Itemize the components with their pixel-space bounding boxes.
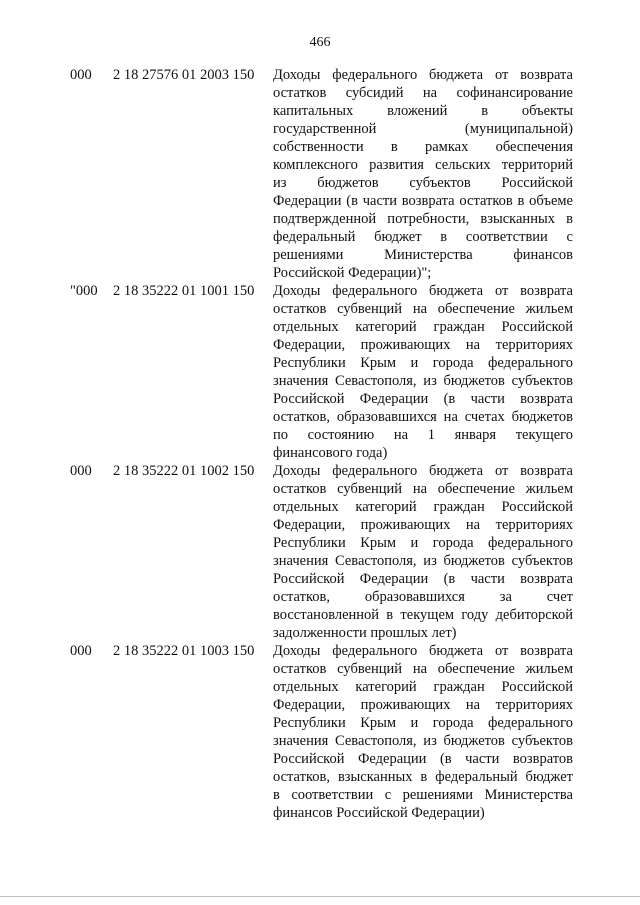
admin-code: 000 — [70, 643, 92, 659]
description-line: капитальных вложений в объекты — [273, 103, 573, 119]
description-line: по состоянию на 1 января текущего — [273, 427, 573, 443]
description-line: из бюджетов субъектов Российской — [273, 175, 573, 191]
revenue-description — [273, 66, 573, 282]
description-line: собственности в рамках обеспечения — [273, 139, 573, 155]
description-line: Федерации, проживающих на территориях — [273, 517, 573, 533]
description-line: в соответствии с решениями Министерства — [273, 787, 573, 803]
description-line: Доходы федерального бюджета от возврата — [273, 643, 573, 659]
page-number: 466 — [309, 35, 331, 50]
description-line: остатков субвенций на обеспечение жильем — [273, 661, 573, 677]
description-line: Республики Крым и города федерального — [273, 715, 573, 731]
description-line: Федерации (в части возврата остатков в объеме — [273, 193, 573, 209]
revenue-classification-code: 2 18 35222 01 1002 150 — [113, 463, 255, 479]
description-line: Доходы федерального бюджета от возврата — [273, 283, 573, 299]
description-line: остатков, образовавшихся на счетах бюджетов — [273, 409, 573, 425]
table-row — [0, 282, 640, 462]
description-line: финансового года) — [273, 445, 388, 461]
description-line: Российской Федерации)"; — [273, 265, 432, 281]
table-row — [0, 66, 640, 282]
description-line: Республики Крым и города федерального — [273, 535, 573, 551]
description-line: значения Севастополя, из бюджетов субъектов — [273, 553, 573, 569]
revenue-description — [273, 462, 573, 642]
description-line: восстановленной в текущем году дебиторской — [273, 607, 573, 623]
description-line: государственной (муниципальной) — [273, 121, 573, 137]
admin-code: "000 — [70, 283, 98, 299]
description-line: значения Севастополя, из бюджетов субъектов — [273, 733, 573, 749]
description-line: Российской Федерации (в части возврата — [273, 391, 573, 407]
description-line: отдельных категорий граждан Российской — [273, 679, 573, 695]
admin-code: 000 — [70, 67, 92, 83]
description-line: Федерации, проживающих на территориях — [273, 697, 573, 713]
description-line: остатков, взысканных в федеральный бюджет — [273, 769, 573, 785]
classification-table — [0, 66, 640, 822]
description-line: Российской Федерации (в части возвратов — [273, 751, 573, 767]
table-row — [0, 462, 640, 642]
description-line: Доходы федерального бюджета от возврата — [273, 463, 573, 479]
description-line: решениями Министерства финансов — [273, 247, 573, 263]
revenue-classification-code: 2 18 35222 01 1003 150 — [113, 643, 255, 659]
description-line: Российской Федерации (в части возврата — [273, 571, 573, 587]
table-row — [0, 642, 640, 822]
revenue-description — [273, 642, 573, 822]
description-line: финансов Российской Федерации) — [273, 805, 485, 821]
admin-code: 000 — [70, 463, 92, 479]
description-line: значения Севастополя, из бюджетов субъектов — [273, 373, 573, 389]
description-line: Республики Крым и города федерального — [273, 355, 573, 371]
description-line: федеральный бюджет в соответствии с — [273, 229, 573, 245]
description-line: отдельных категорий граждан Российской — [273, 319, 573, 335]
description-line: комплексного развития сельских территорий — [273, 157, 573, 173]
description-line: остатков, образовавшихся за счет — [273, 589, 573, 605]
revenue-description — [273, 282, 573, 462]
description-line: остатков субсидий на софинансирование — [273, 85, 573, 101]
description-line: остатков субвенций на обеспечение жильем — [273, 481, 573, 497]
description-line: подтвержденной потребности, взысканных в — [273, 211, 573, 227]
revenue-classification-code: 2 18 27576 01 2003 150 — [113, 67, 255, 83]
description-line: Доходы федерального бюджета от возврата — [273, 67, 573, 83]
description-line: остатков субвенций на обеспечение жильем — [273, 301, 573, 317]
description-line: задолженности прошлых лет) — [273, 625, 457, 641]
revenue-classification-code: 2 18 35222 01 1001 150 — [113, 283, 255, 299]
description-line: Федерации, проживающих на территориях — [273, 337, 573, 353]
page-bottom-edge — [0, 896, 640, 897]
description-line: отдельных категорий граждан Российской — [273, 499, 573, 515]
